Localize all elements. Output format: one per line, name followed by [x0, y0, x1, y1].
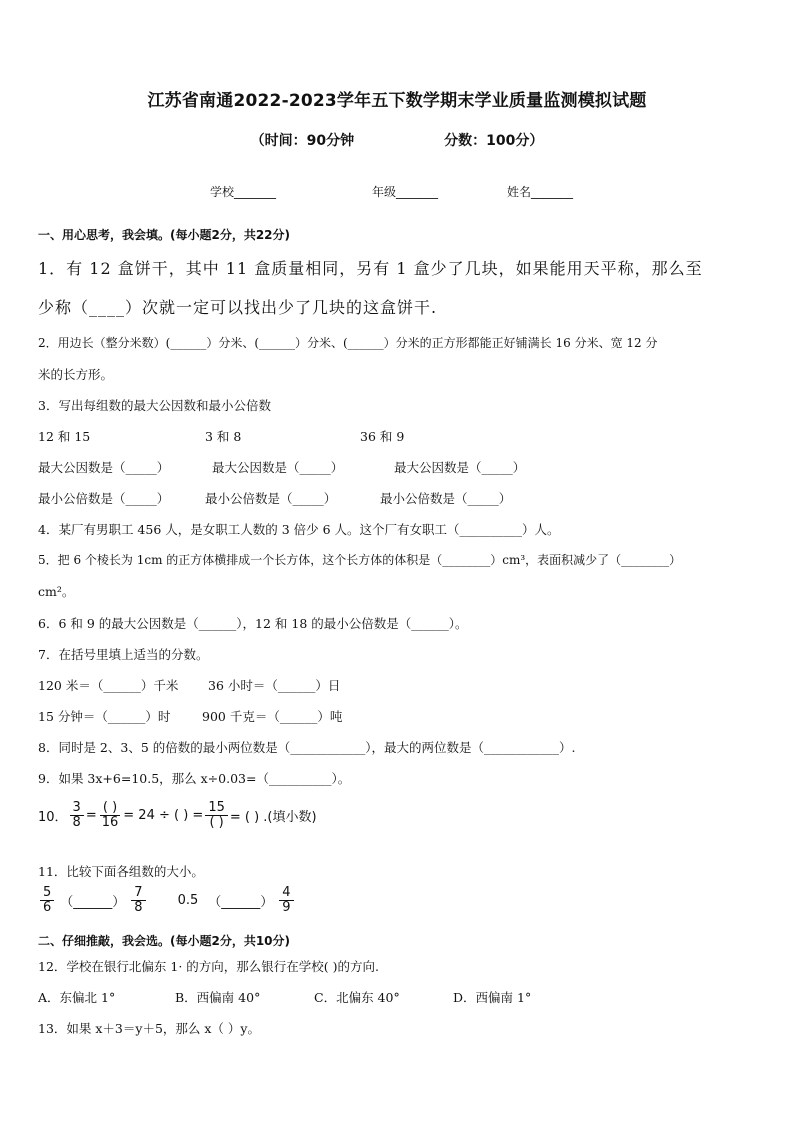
fraction-numerator: 3: [70, 801, 84, 816]
score-label: 分数：100分）: [444, 133, 544, 149]
question-11-items: [38, 886, 296, 914]
question-12-option-a: A．东偏北 1°: [38, 990, 116, 1005]
question-1-line-2: 少称（____）次就一定可以找出少了几块的这盒饼干.: [38, 298, 438, 317]
question-1-line-1: 1．有 12 盒饼干，其中 11 盒质量相同，另有 1 盒少了几块，如果能用天平称，那么至: [38, 259, 703, 278]
question-7-item-2: 36 小时＝（______）日: [208, 678, 341, 693]
decimal-value: 0.5: [177, 892, 199, 908]
section-2-heading: 二、仔细推敲，我会选。(每小题2分，共10分): [38, 934, 291, 948]
question-7-item-3: 15 分钟＝（______）时: [38, 709, 171, 724]
exam-subtitle: [0, 130, 794, 150]
question-4: 4．某厂有男职工 456 人，是女职工人数的 3 倍少 6 人。这个厂有女职工（__________）人。: [38, 522, 560, 537]
fraction-denominator: ( ): [209, 814, 224, 830]
fraction-numerator: ( ): [100, 801, 120, 816]
question-5-line-2: cm²。: [38, 584, 75, 599]
fraction-blank-16: [99, 801, 122, 829]
question-6: 6．6 和 9 的最大公因数是（______），12 和 18 的最小公倍数是（______）。: [38, 616, 468, 631]
question-3-lcm-3: 最小公倍数是（_____）: [380, 491, 512, 506]
fraction-numerator: 15: [205, 801, 228, 816]
fraction-numerator: 7: [131, 886, 145, 901]
fraction-denominator: 8: [134, 899, 143, 915]
question-8: 8．同时是 2、3、5 的倍数的最小两位数是（____________），最大的两位数是（____________）.: [38, 740, 576, 755]
division-expression: = 24 ÷ ( ) =: [123, 807, 204, 823]
question-11-stem: 11．比较下面各组数的大小。: [38, 864, 204, 879]
compare-blank-2: （______）: [208, 894, 274, 910]
fraction-numerator: 5: [40, 886, 54, 901]
question-3-group-2: 3 和 8: [205, 429, 242, 444]
question-3-gcd-2: 最大公因数是（_____）: [212, 460, 344, 475]
fraction-7-8: [131, 886, 145, 914]
fraction-denominator: 6: [43, 899, 52, 915]
fraction-4-9: [279, 886, 293, 914]
compare-blank-1: （______）: [60, 894, 126, 910]
question-3-group-3: 36 和 9: [360, 429, 405, 444]
question-3-gcd-1: 最大公因数是（_____）: [38, 460, 170, 475]
equals-sign: =: [85, 807, 97, 823]
question-5-line-1: 5．把 6 个棱长为 1cm 的正方体横排成一个长方体，这个长方体的体积是（________）cm³，表面积减少了（________）: [38, 553, 682, 567]
fraction-5-6: [40, 886, 54, 914]
question-12-option-d: D．西偏南 1°: [453, 990, 532, 1005]
fraction-3-8: [70, 801, 84, 829]
fraction-numerator: 4: [279, 886, 293, 901]
name-field: 姓名_______: [507, 185, 574, 199]
question-13: 13．如果 x＋3＝y＋5，那么 x（ ）y。: [38, 1021, 260, 1036]
question-7-item-4: 900 千克＝（______）吨: [202, 709, 343, 724]
question-3-gcd-3: 最大公因数是（_____）: [394, 460, 526, 475]
question-3-lcm-2: 最小公倍数是（_____）: [205, 491, 337, 506]
time-label: （时间：90分钟: [250, 133, 355, 149]
fraction-denominator: 8: [72, 814, 81, 830]
question-2-line-2: 米的长方形。: [38, 367, 114, 382]
grade-field: 年级_______: [372, 185, 439, 199]
fraction-15-blank: [205, 801, 228, 829]
question-9: 9．如果 3x+6=10.5，那么 x÷0.03=（__________）。: [38, 771, 351, 786]
question-10: [38, 801, 317, 829]
fraction-denominator: 16: [101, 814, 119, 830]
question-3-group-1: 12 和 15: [38, 429, 91, 444]
question-12-option-c: C．北偏东 40°: [314, 990, 400, 1005]
question-12-option-b: B．西偏南 40°: [175, 990, 261, 1005]
question-2-line-1: 2．用边长（整分米数）(______）分米、(______）分米、(______）分米的正方形都能正好铺满长 16 分米、宽 12 分: [38, 336, 658, 350]
question-7-stem: 7．在括号里填上适当的分数。: [38, 647, 209, 662]
section-1-heading: 一、用心思考，我会填。(每小题2分，共22分): [38, 228, 291, 242]
question-7-item-1: 120 米＝（______）千米: [38, 678, 179, 693]
question-10-number: 10．: [38, 809, 68, 825]
school-field: 学校_______: [210, 185, 277, 199]
fraction-denominator: 9: [282, 899, 291, 915]
question-12-stem: 12．学校在银行北偏东 1· 的方向，那么银行在学校( )的方向.: [38, 959, 379, 974]
question-3-stem: 3．写出每组数的最大公因数和最小公倍数: [38, 398, 271, 413]
page-title: 江苏省南通2022-2023学年五下数学期末学业质量监测模拟试题: [147, 91, 647, 111]
decimal-instruction: = ( ) .(填小数): [229, 809, 317, 825]
question-3-lcm-1: 最小公倍数是（_____）: [38, 491, 170, 506]
